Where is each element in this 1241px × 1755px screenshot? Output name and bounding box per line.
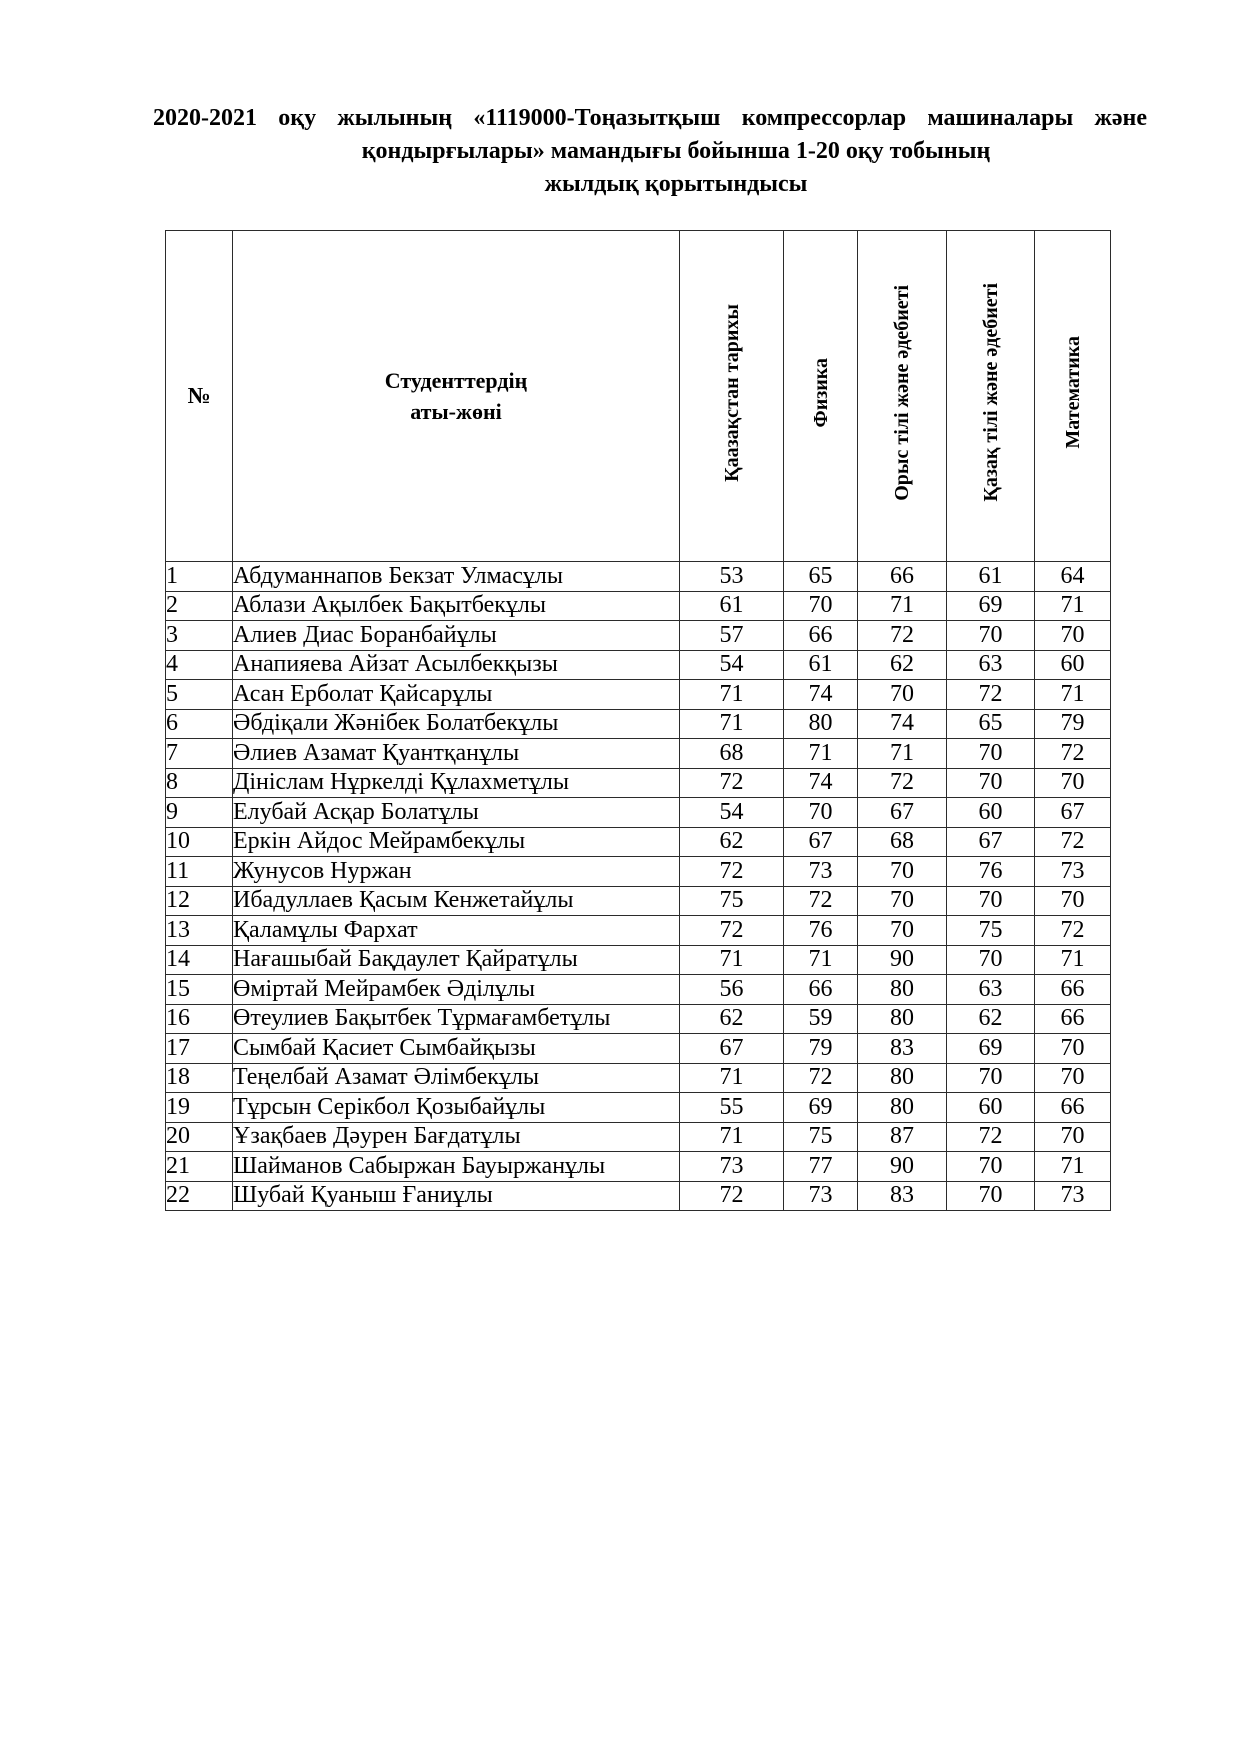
- student-name-cell: Өтеулиев Бақытбек Тұрмағамбетұлы: [233, 1004, 680, 1034]
- table-row: [166, 591, 1111, 621]
- grade-cell: 73: [784, 857, 858, 887]
- grade-cell: 71: [784, 945, 858, 975]
- subject-label: Орыс тілі және әдебиеті: [891, 284, 913, 501]
- grade-cell: 70: [1035, 886, 1111, 916]
- grade-cell: 66: [784, 975, 858, 1005]
- row-number-cell: 9: [166, 798, 233, 828]
- grade-cell: 73: [1035, 1181, 1111, 1211]
- grade-cell: 61: [784, 650, 858, 680]
- grade-cell: 57: [680, 621, 784, 651]
- table-row: [166, 1122, 1111, 1152]
- grade-cell: 72: [858, 768, 947, 798]
- table-body: [166, 562, 1111, 1211]
- grade-cell: 70: [947, 1152, 1035, 1182]
- grade-cell: 64: [1035, 562, 1111, 592]
- grade-cell: 69: [947, 591, 1035, 621]
- grade-cell: 74: [784, 680, 858, 710]
- grade-cell: 55: [680, 1093, 784, 1123]
- row-number-cell: 19: [166, 1093, 233, 1123]
- grade-cell: 63: [947, 975, 1035, 1005]
- row-number-cell: 15: [166, 975, 233, 1005]
- student-name-cell: Абдуманнапов Бекзат Улмасұлы: [233, 562, 680, 592]
- grade-cell: 75: [784, 1122, 858, 1152]
- grade-cell: 66: [1035, 1004, 1111, 1034]
- student-name-cell: Ибадуллаев Қасым Кенжетайұлы: [233, 886, 680, 916]
- grade-cell: 72: [680, 1181, 784, 1211]
- row-number-cell: 11: [166, 857, 233, 887]
- row-number-cell: 6: [166, 709, 233, 739]
- row-number-cell: 20: [166, 1122, 233, 1152]
- grade-cell: 53: [680, 562, 784, 592]
- grade-cell: 70: [947, 945, 1035, 975]
- grade-cell: 70: [1035, 1034, 1111, 1064]
- student-name-cell: Аблази Ақылбек Бақытбекұлы: [233, 591, 680, 621]
- grade-cell: 63: [947, 650, 1035, 680]
- table-row: [166, 768, 1111, 798]
- grade-cell: 70: [947, 886, 1035, 916]
- grade-cell: 59: [784, 1004, 858, 1034]
- student-name-header-line: Студенттердің: [384, 368, 528, 393]
- grade-cell: 80: [784, 709, 858, 739]
- header-cell-subject-russian: [858, 231, 947, 562]
- row-number-cell: 12: [166, 886, 233, 916]
- grade-cell: 70: [858, 916, 947, 946]
- grade-cell: 66: [784, 621, 858, 651]
- row-number-cell: 7: [166, 739, 233, 769]
- grade-cell: 66: [1035, 975, 1111, 1005]
- table-row: [166, 827, 1111, 857]
- table-row: [166, 1093, 1111, 1123]
- page-title-line: қондырғылары» мамандығы бойынша 1-20 оқу тобының: [361, 138, 991, 164]
- student-name-cell: Асан Ерболат Қайсарұлы: [233, 680, 680, 710]
- grade-cell: 72: [858, 621, 947, 651]
- grade-cell: 76: [947, 857, 1035, 887]
- row-number-cell: 18: [166, 1063, 233, 1093]
- grade-cell: 72: [947, 680, 1035, 710]
- table-row: [166, 1034, 1111, 1064]
- student-name-cell: Тұрсын Серікбол Қозыбайұлы: [233, 1093, 680, 1123]
- grade-cell: 75: [947, 916, 1035, 946]
- grade-cell: 70: [947, 739, 1035, 769]
- grade-cell: 56: [680, 975, 784, 1005]
- grade-cell: 70: [947, 621, 1035, 651]
- page-title-line: 2020-2021 оқу жылының «1119000-Тоңазытқыш компрессорлар машиналары және: [153, 105, 1147, 131]
- header-cell-subject-physics: [784, 231, 858, 562]
- grade-cell: 80: [858, 1063, 947, 1093]
- grade-cell: 80: [858, 1093, 947, 1123]
- grade-cell: 71: [680, 1063, 784, 1093]
- grade-cell: 70: [858, 857, 947, 887]
- grade-cell: 72: [947, 1122, 1035, 1152]
- student-name-cell: Елубай Асқар Болатұлы: [233, 798, 680, 828]
- table-row: [166, 621, 1111, 651]
- subject-label: Қазақ тілі және әдебиеті: [979, 283, 1002, 502]
- grade-cell: 72: [680, 916, 784, 946]
- grade-cell: 60: [947, 1093, 1035, 1123]
- grade-cell: 70: [1035, 1063, 1111, 1093]
- grade-cell: 90: [858, 1152, 947, 1182]
- grade-cell: 71: [680, 945, 784, 975]
- header-cell-number: №: [166, 231, 233, 562]
- row-number-cell: 4: [166, 650, 233, 680]
- table-row: [166, 680, 1111, 710]
- table-row: [166, 857, 1111, 887]
- row-number-cell: 13: [166, 916, 233, 946]
- grade-cell: 71: [858, 739, 947, 769]
- student-name-cell: Ұзақбаев Дәурен Бағдатұлы: [233, 1122, 680, 1152]
- grade-cell: 73: [784, 1181, 858, 1211]
- grade-cell: 70: [858, 680, 947, 710]
- grade-cell: 61: [680, 591, 784, 621]
- student-name-cell: Әбдіқали Жәнібек Болатбекұлы: [233, 709, 680, 739]
- grade-cell: 69: [947, 1034, 1035, 1064]
- grade-cell: 71: [784, 739, 858, 769]
- grade-cell: 83: [858, 1181, 947, 1211]
- grade-cell: 71: [1035, 945, 1111, 975]
- grade-cell: 70: [784, 591, 858, 621]
- student-name-cell: Өміртай Мейрамбек Әділұлы: [233, 975, 680, 1005]
- grade-cell: 70: [947, 1063, 1035, 1093]
- grade-cell: 71: [1035, 680, 1111, 710]
- grade-cell: 72: [1035, 916, 1111, 946]
- grade-cell: 80: [858, 975, 947, 1005]
- grade-cell: 67: [858, 798, 947, 828]
- student-name-cell: Әлиев Азамат Қуантқанұлы: [233, 739, 680, 769]
- table-row: [166, 562, 1111, 592]
- grade-cell: 83: [858, 1034, 947, 1064]
- grade-cell: 68: [858, 827, 947, 857]
- grade-cell: 70: [947, 768, 1035, 798]
- student-name-cell: Шайманов Сабыржан Бауыржанұлы: [233, 1152, 680, 1182]
- grade-cell: 72: [784, 1063, 858, 1093]
- student-name-cell: Сымбай Қасиет Сымбайқызы: [233, 1034, 680, 1064]
- student-name-cell: Теңелбай Азамат Әлімбекұлы: [233, 1063, 680, 1093]
- grade-cell: 73: [1035, 857, 1111, 887]
- grade-cell: 60: [1035, 650, 1111, 680]
- grade-cell: 62: [680, 827, 784, 857]
- row-number-cell: 21: [166, 1152, 233, 1182]
- grade-cell: 72: [680, 768, 784, 798]
- grade-cell: 69: [784, 1093, 858, 1123]
- student-name-cell: Нағашыбай Бақдаулет Қайратұлы: [233, 945, 680, 975]
- table-row: [166, 650, 1111, 680]
- subject-label: Математика: [1061, 336, 1084, 449]
- grade-cell: 67: [784, 827, 858, 857]
- row-number-cell: 17: [166, 1034, 233, 1064]
- grade-cell: 72: [1035, 827, 1111, 857]
- grade-cell: 62: [680, 1004, 784, 1034]
- student-name-cell: Еркін Айдос Мейрамбекұлы: [233, 827, 680, 857]
- grade-cell: 54: [680, 650, 784, 680]
- grade-cell: 73: [680, 1152, 784, 1182]
- page-title-line: жылдық қорытындысы: [544, 171, 808, 197]
- row-number-cell: 2: [166, 591, 233, 621]
- grade-cell: 71: [680, 1122, 784, 1152]
- student-name-cell: Анапияева Айзат Асылбекқызы: [233, 650, 680, 680]
- grade-cell: 70: [1035, 1122, 1111, 1152]
- grade-cell: 72: [784, 886, 858, 916]
- grade-cell: 75: [680, 886, 784, 916]
- subject-label: Физика: [809, 357, 832, 428]
- grade-cell: 71: [858, 591, 947, 621]
- row-number-cell: 3: [166, 621, 233, 651]
- grade-cell: 90: [858, 945, 947, 975]
- grade-cell: 70: [1035, 768, 1111, 798]
- grade-cell: 87: [858, 1122, 947, 1152]
- table-row: [166, 945, 1111, 975]
- header-cell-student-name: [233, 231, 680, 562]
- grade-cell: 77: [784, 1152, 858, 1182]
- student-name-cell: Қаламұлы Фархат: [233, 916, 680, 946]
- table-row: [166, 1004, 1111, 1034]
- page-title: [153, 102, 1147, 201]
- student-name-header-line: аты-жөні: [410, 399, 502, 424]
- grade-cell: 71: [1035, 1152, 1111, 1182]
- grade-cell: 76: [784, 916, 858, 946]
- row-number-cell: 8: [166, 768, 233, 798]
- grade-cell: 66: [1035, 1093, 1111, 1123]
- row-number-cell: 10: [166, 827, 233, 857]
- table-row: [166, 709, 1111, 739]
- row-number-cell: 14: [166, 945, 233, 975]
- grade-cell: 65: [947, 709, 1035, 739]
- grade-cell: 61: [947, 562, 1035, 592]
- grade-cell: 74: [858, 709, 947, 739]
- student-name-cell: Шубай Қуаныш Ғаниұлы: [233, 1181, 680, 1211]
- grades-table: [165, 230, 1111, 1211]
- grade-cell: 72: [1035, 739, 1111, 769]
- table-row: [166, 1063, 1111, 1093]
- grade-cell: 67: [1035, 798, 1111, 828]
- grade-cell: 54: [680, 798, 784, 828]
- grade-cell: 72: [680, 857, 784, 887]
- grade-cell: 68: [680, 739, 784, 769]
- row-number-cell: 16: [166, 1004, 233, 1034]
- table-row: [166, 1152, 1111, 1182]
- header-row: [166, 231, 1111, 562]
- header-cell-subject-kazakh: [947, 231, 1035, 562]
- grade-cell: 66: [858, 562, 947, 592]
- student-name-cell: Дініслам Нұркелді Құлахметұлы: [233, 768, 680, 798]
- grade-cell: 70: [784, 798, 858, 828]
- grade-cell: 62: [858, 650, 947, 680]
- grade-cell: 65: [784, 562, 858, 592]
- grade-cell: 67: [947, 827, 1035, 857]
- table-row: [166, 1181, 1111, 1211]
- grade-cell: 60: [947, 798, 1035, 828]
- header-cell-subject-math: [1035, 231, 1111, 562]
- table-row: [166, 798, 1111, 828]
- grade-cell: 71: [680, 709, 784, 739]
- table-row: [166, 886, 1111, 916]
- student-name-cell: Алиев Диас Боранбайұлы: [233, 621, 680, 651]
- grade-cell: 70: [947, 1181, 1035, 1211]
- grade-cell: 74: [784, 768, 858, 798]
- grade-cell: 80: [858, 1004, 947, 1034]
- table-row: [166, 916, 1111, 946]
- student-name-cell: Жунусов Нуржан: [233, 857, 680, 887]
- grade-cell: 79: [784, 1034, 858, 1064]
- grade-cell: 71: [1035, 591, 1111, 621]
- grade-cell: 62: [947, 1004, 1035, 1034]
- grade-cell: 79: [1035, 709, 1111, 739]
- subject-label: Қаазақстан тарихы: [720, 303, 743, 482]
- row-number-cell: 5: [166, 680, 233, 710]
- header-cell-subject-history: [680, 231, 784, 562]
- table-row: [166, 739, 1111, 769]
- row-number-cell: 1: [166, 562, 233, 592]
- grade-cell: 70: [1035, 621, 1111, 651]
- row-number-cell: 22: [166, 1181, 233, 1211]
- grade-cell: 71: [680, 680, 784, 710]
- grade-cell: 67: [680, 1034, 784, 1064]
- table-row: [166, 975, 1111, 1005]
- grade-cell: 70: [858, 886, 947, 916]
